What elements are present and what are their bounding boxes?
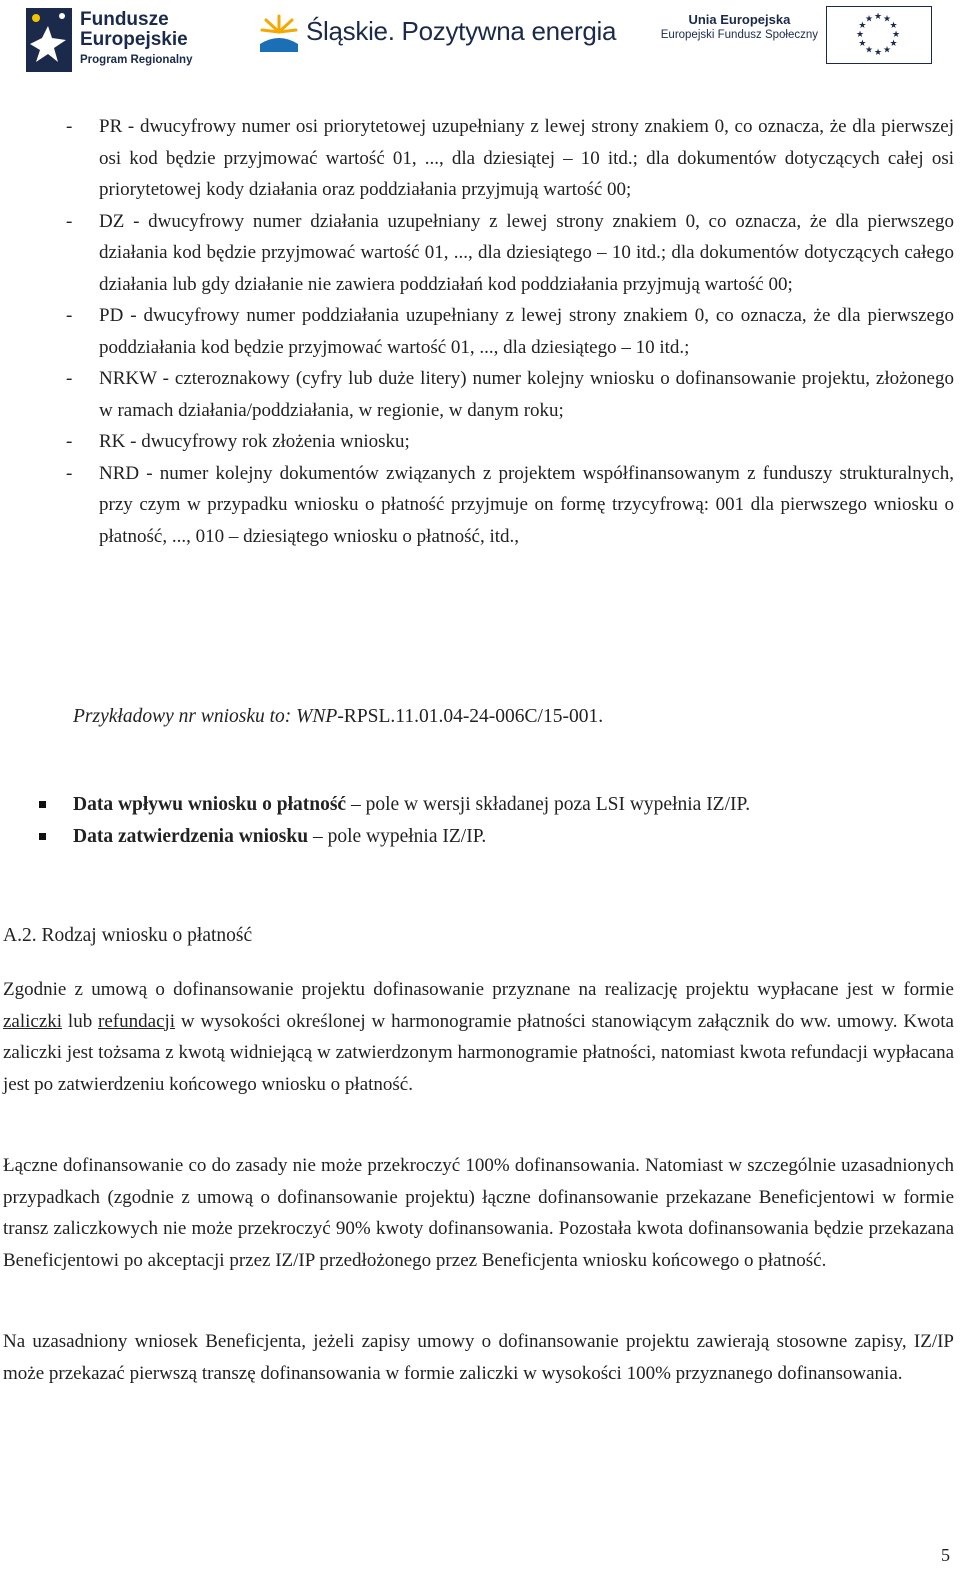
ue-logo-line1: Unia Europejska <box>688 12 791 27</box>
list-item-text: RK - dwucyfrowy rok złożenia wniosku; <box>99 431 410 452</box>
list-dash: - <box>66 431 73 452</box>
list-item-text: NRD - numer kolejny dokumentów związanych z projektem współfinansowanym z funduszy strukturalnych, przy czym w przypadku wniosku o płatność przyjmuje on formę trzycyfrową: 001 dla pierwszego wniosku o płatność, ..., 010 – dziesiątego wniosku o płatność, itd., <box>99 462 954 547</box>
list-item-text: NRKW - czteroznakowy (cyfry lub duże litery) numer kolejny wniosku o dofinansowanie projektu, złożonego w ramach działania/poddziałania, w regionie, w danym roku; <box>99 368 954 421</box>
unia-europejska-logo <box>660 6 936 64</box>
page-header <box>0 0 960 80</box>
fundusze-europejskie-logo <box>22 4 222 76</box>
eu-star-icon: ★ <box>873 12 883 22</box>
fe-star-emblem-icon <box>22 4 78 76</box>
list-item-nrd <box>66 458 954 553</box>
list-item-data-wplywu <box>38 789 938 821</box>
refundacji-link: refundacji <box>98 1010 176 1032</box>
field-name: Data wpływu wniosku o płatność <box>73 794 347 815</box>
eu-star-icon: ★ <box>873 48 883 58</box>
list-item-nrkw <box>66 363 954 426</box>
eu-star-icon: ★ <box>882 45 892 56</box>
eu-star-icon: ★ <box>858 39 867 49</box>
eu-star-icon: ★ <box>889 39 898 49</box>
paragraph-payment-form <box>3 974 954 1100</box>
fe-logo-line2: Europejskie <box>80 29 188 50</box>
eu-star-icon: ★ <box>864 14 874 25</box>
example-label: Przykładowy nr wniosku to: WNP <box>73 706 338 727</box>
date-fields-list <box>38 789 938 853</box>
eu-flag-icon <box>826 6 932 64</box>
eu-star-icon: ★ <box>855 30 865 40</box>
list-dash: - <box>66 305 73 326</box>
eu-star-icon: ★ <box>891 30 901 40</box>
eu-star-icon: ★ <box>858 21 867 31</box>
list-dash: - <box>66 210 73 232</box>
square-bullet-icon <box>39 801 46 808</box>
code-definition-list <box>66 111 954 552</box>
example-number: -RPSL.11.01.04-24-006C/15-001. <box>337 706 604 727</box>
paragraph-text: Zgodnie z umową o dofinansowanie projektu dofinasowanie przyznane na realizację projektu wypłacane jest w formie <box>3 979 954 1000</box>
list-item-dz <box>66 206 954 301</box>
slaskie-logo <box>256 10 626 60</box>
list-item-text: PR - dwucyfrowy numer osi priorytetowej uzupełniany z lewej strony znakiem 0, co oznacza, że dla pierwszej osi kod będzie przyjmować wartość 01, ..., dla dziesiątej – 10 itd.; dla dokumentów dotyczących całej osi priorytetowej kody działania oraz poddziałania przyjmują wartość 00; <box>99 116 954 200</box>
eu-star-icon: ★ <box>864 45 874 56</box>
list-item-data-zatwierdzenia <box>38 821 938 853</box>
list-item-text: PD - dwucyfrowy numer poddziałania uzupełniany z lewej strony znakiem 0, co oznacza, że dla pierwszego poddziałania kod będzie przyjmować wartość 01, ..., dla dziesiątego – 10 itd.; <box>99 305 954 358</box>
list-item-pr <box>66 111 954 206</box>
list-item-pd <box>66 300 954 363</box>
paragraph-first-tranche: Na uzasadniony wniosek Beneficjenta, jeżeli zapisy umowy o dofinansowanie projektu zawierają stosowne zapisy, IZ/IP może przekazać pierwszą transzę dofinansowania w formie zaliczki w wysokości 100% przyznanego dofinansowania. <box>3 1331 954 1384</box>
field-description: – pole w wersji składanej poza LSI wypełnia IZ/IP. <box>346 794 751 815</box>
paragraph-total-funding: Łączne dofinansowanie co do zasady nie może przekroczyć 100% dofinansowania. Natomiast w szczególnie uzasadnionych przypadkach (zgodnie z umową o dofinansowanie projektu) łączne dofinansowanie przekazane Beneficjentowi w formie transz zaliczkowych nie może przekroczyć 90% kwoty dofinansowania. Pozostała kwota dofinansowania będzie przekazana Beneficjentowi po akceptacji przez IZ/IP przedłożonego przez Beneficjenta wniosku końcowego o płatność. <box>3 1155 954 1271</box>
paragraph-text: w wysokości określonej w harmonogramie płatności stanowiącym załącznik do ww. umowy. Kwota zaliczki jest tożsama z kwotą widniejącą w zatwierdzonym harmonogramie płatności, natomiast kwota refundacji wypłacana jest po zatwierdzeniu końcowego wniosku o płatność. <box>3 1010 954 1095</box>
eu-star-icon: ★ <box>889 21 898 31</box>
list-item-text: DZ - dwucyfrowy numer działania uzupełniany z lewej strony znakiem 0, co oznacza, że dla pierwszego działania kod będzie przyjmować wartość 01, ..., dla dziesiątego – 10 itd.; dla dokumentów dotyczących całego działania lub gdy działanie nie zawiera poddziałań kod poddziałania przyjmują wartość 00; <box>99 210 954 295</box>
zaliczki-link: zaliczki <box>3 1010 63 1032</box>
ue-logo-line2: Europejski Fundusz Społeczny <box>660 29 818 41</box>
paragraph-text: lub <box>62 1010 99 1032</box>
sun-emblem-icon <box>256 10 302 56</box>
list-dash: - <box>66 116 73 137</box>
fe-logo-line3: Program Regionalny <box>80 54 193 66</box>
list-dash: - <box>66 368 73 389</box>
square-bullet-icon <box>39 833 46 840</box>
page-number: 5 <box>941 1545 950 1565</box>
list-item-rk <box>66 426 954 458</box>
field-name: Data zatwierdzenia wniosku <box>73 826 309 847</box>
field-description: – pole wypełnia IZ/IP. <box>308 826 487 847</box>
eu-star-icon: ★ <box>882 14 892 25</box>
section-heading: A.2. Rodzaj wniosku o płatność <box>3 925 253 946</box>
list-dash: - <box>66 462 73 484</box>
fe-logo-line1: Fundusze <box>80 9 169 30</box>
slaskie-logo-text: Śląskie. Pozytywna energia <box>306 16 617 46</box>
example-application-number <box>73 706 603 728</box>
